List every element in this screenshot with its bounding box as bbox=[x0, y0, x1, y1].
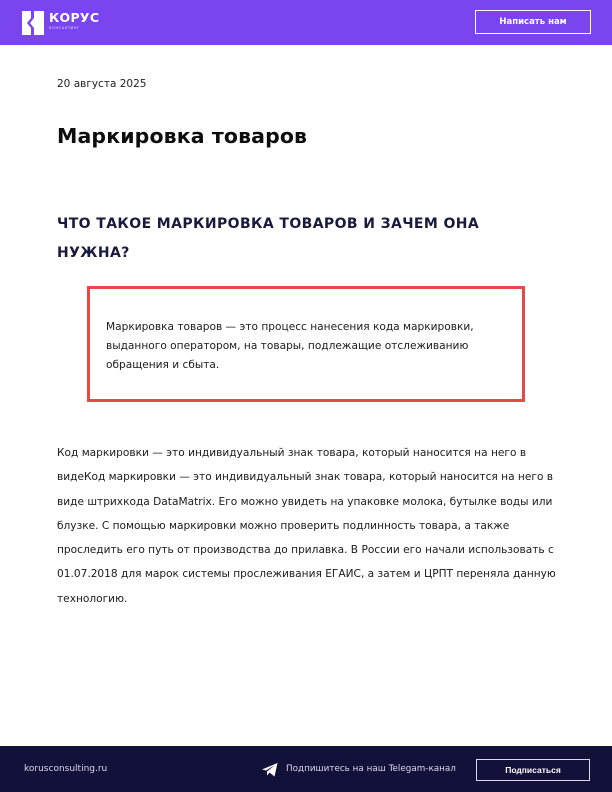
site-header bbox=[0, 0, 612, 45]
telegram-subscribe-text[interactable]: Подпишитесь на наш Telegam-канал bbox=[286, 764, 456, 774]
subscribe-button[interactable]: Подписаться bbox=[476, 759, 590, 781]
definition-callout bbox=[87, 286, 525, 402]
article-body: Код маркировки — это индивидуальный знак товара, который наносится на него в видеКод маркировки — это индивидуальный знак товара, который наносится на него в виде штрихкода DataMatrix. Его можно увидеть на упаковке молока, бутылке воды или блузке. С помощью маркировки можно проверить подлинность товара, а также проследить его путь от производства до прилавка. В России его начали использовать с 01.07.2018 для марок системы прослеживания ЕГАИС, а затем и ЦРПТ переняла данную технологию. bbox=[57, 447, 556, 605]
korus-logo[interactable] bbox=[22, 11, 99, 35]
korus-logo-icon bbox=[22, 11, 44, 35]
site-link[interactable]: korusconsulting.ru bbox=[24, 764, 108, 774]
telegram-icon[interactable] bbox=[262, 763, 278, 777]
page-title: Маркировка товаров bbox=[57, 124, 308, 148]
section-heading: ЧТО ТАКОЕ МАРКИРОВКА ТОВАРОВ И ЗАЧЕМ ОНА НУЖНА? bbox=[57, 216, 480, 261]
contact-us-button[interactable]: Написать нам bbox=[475, 10, 591, 34]
callout-text: Маркировка товаров — это процесс нанесения кода маркировки, выданного оператором, на товары, подлежащие отслеживанию обращения и сбыта. bbox=[106, 321, 474, 371]
logo-subtitle: КОНСАЛТИНГ bbox=[49, 26, 80, 30]
logo-name: КОРУС bbox=[49, 10, 100, 25]
article-date: 20 августа 2025 bbox=[57, 78, 147, 90]
